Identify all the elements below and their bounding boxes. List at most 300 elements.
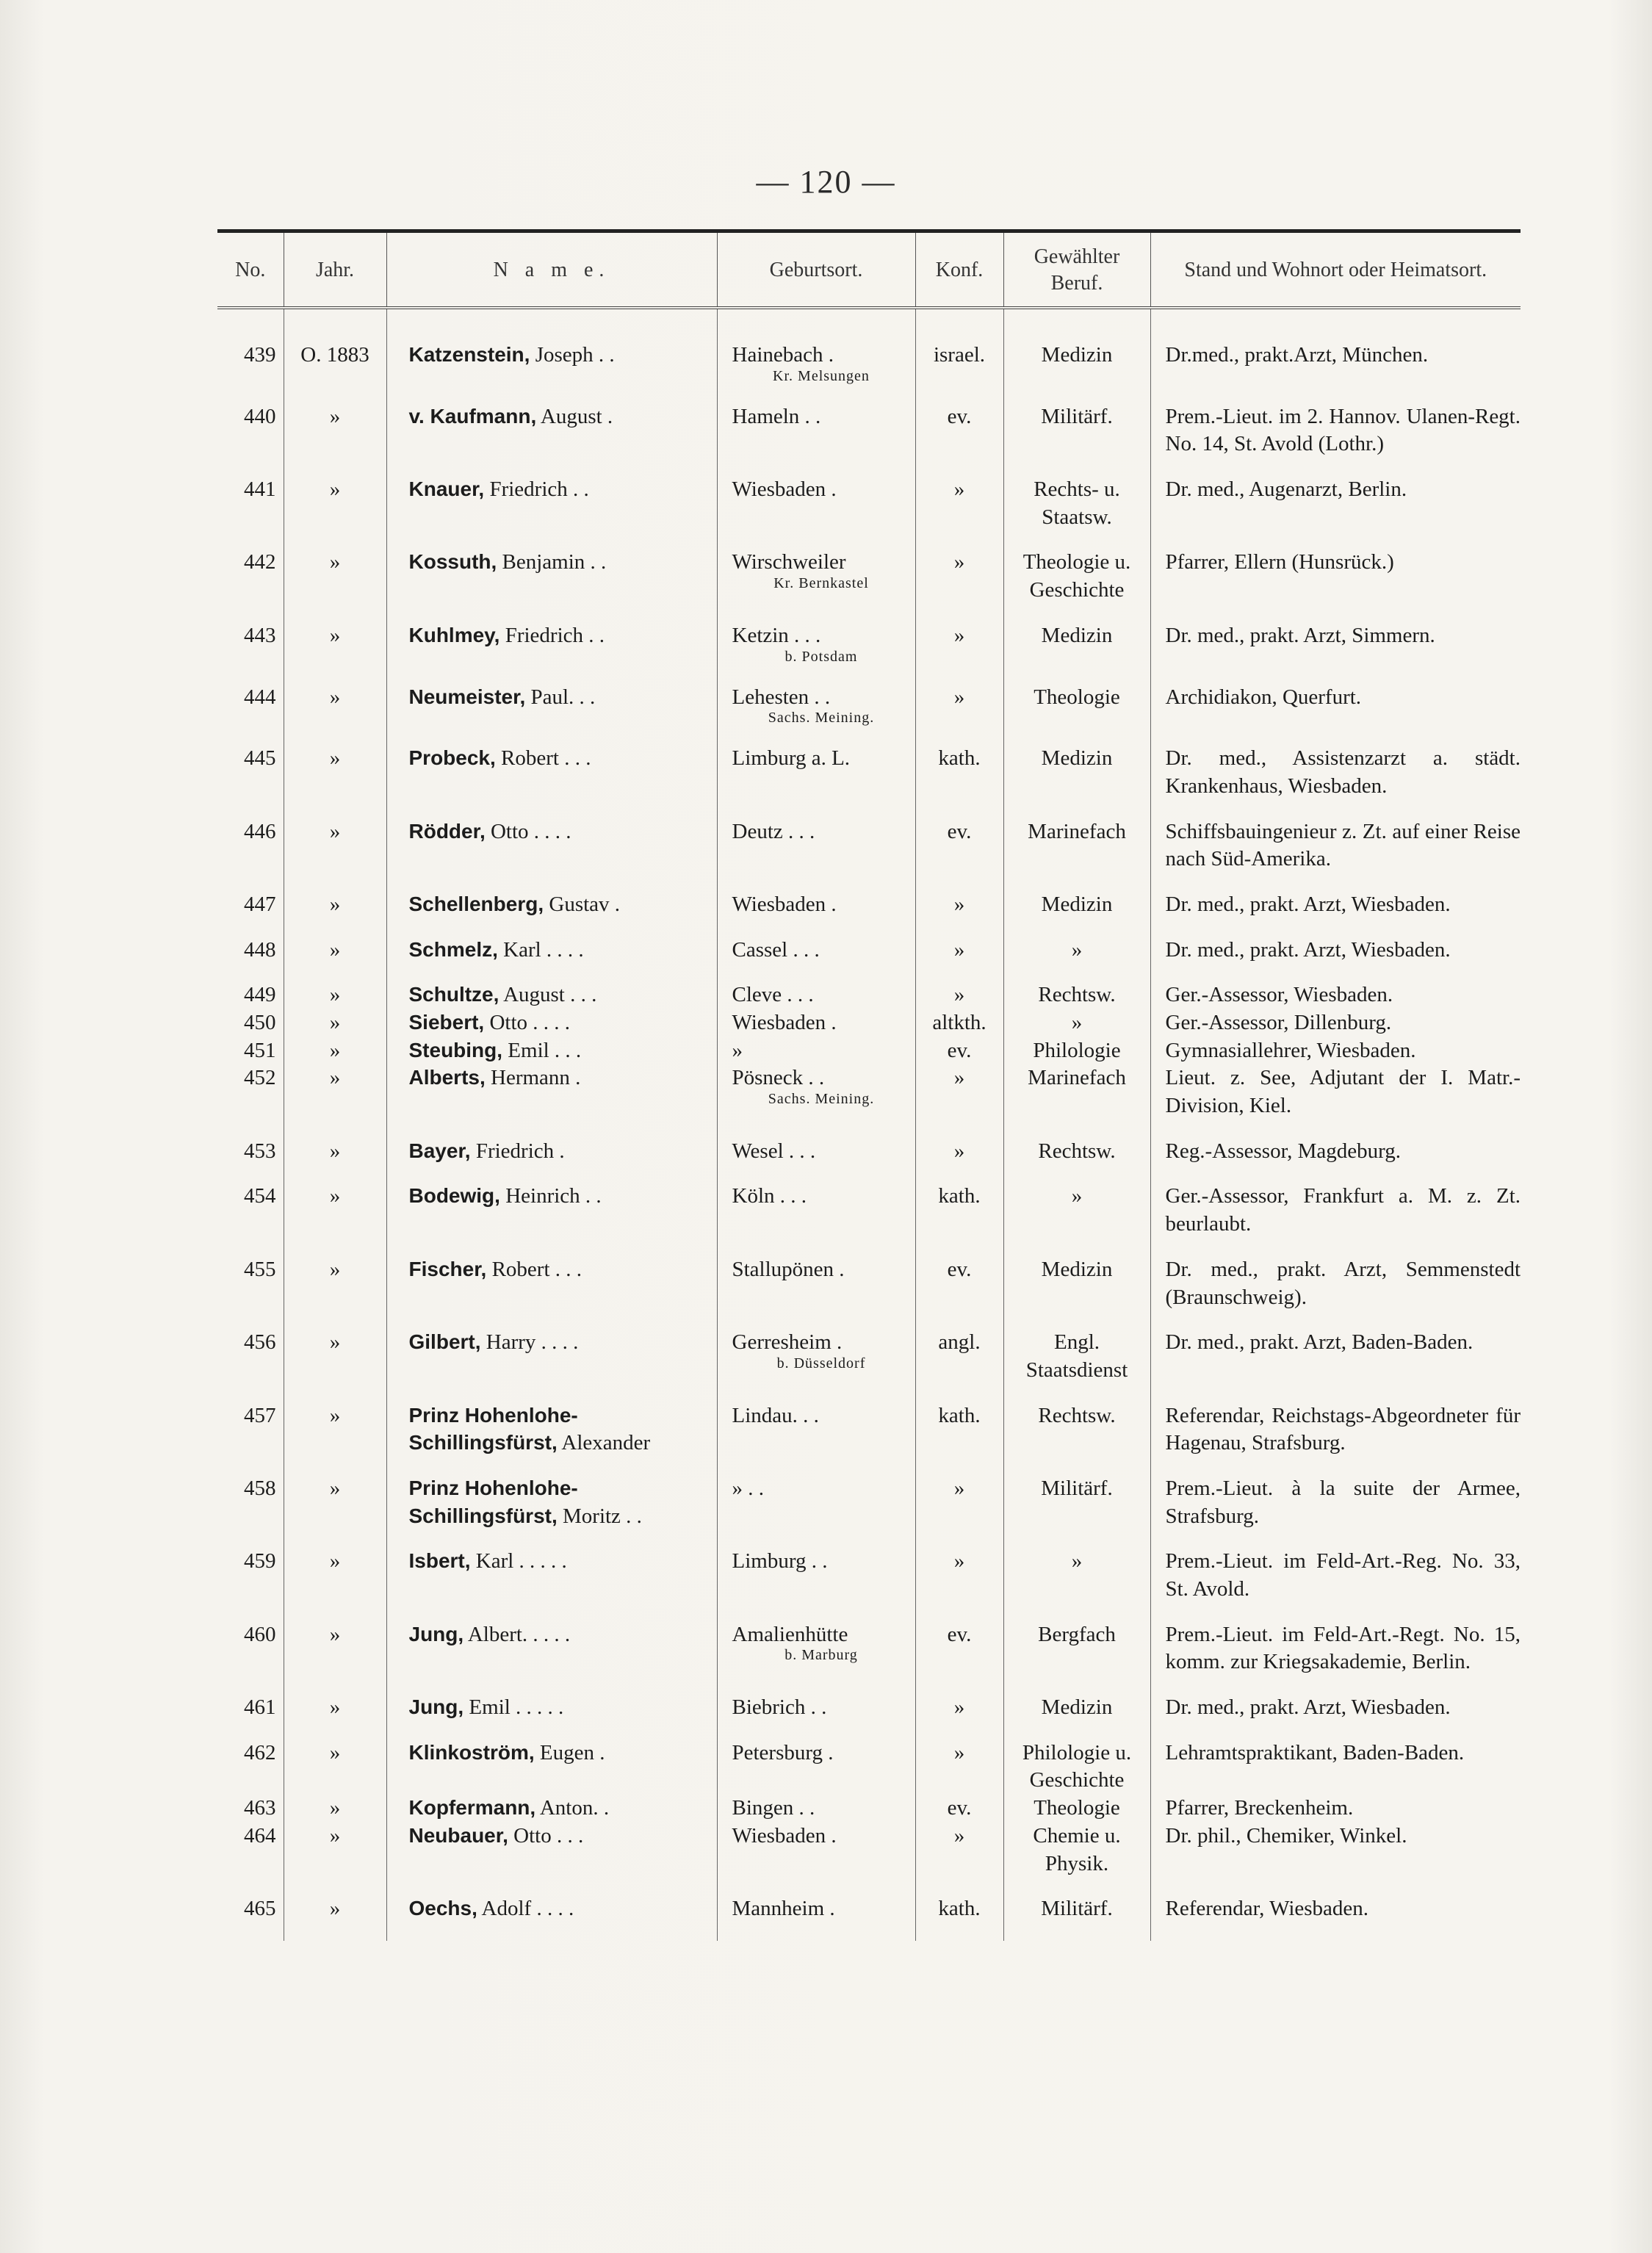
given-name: Hermann . (491, 1066, 581, 1090)
given-name: Eugen . (539, 1740, 605, 1764)
cell-beruf: Marinefach (1003, 1064, 1150, 1137)
cell-no: 439 (244, 343, 276, 367)
cell-konf: » (915, 549, 1003, 621)
cell-beruf: Militärf. (1003, 1895, 1150, 1941)
cell-jahr: » (284, 1895, 386, 1941)
cell-name (386, 684, 717, 746)
cell-konf: » (915, 937, 1003, 982)
birthplace: Petersburg . (732, 1740, 834, 1764)
cell-no: 454 (244, 1184, 276, 1208)
cell-no: 451 (244, 1038, 276, 1062)
cell-geburtsort (717, 1329, 915, 1402)
cell-beruf: Philologie u. Geschichte (1003, 1740, 1150, 1795)
cell-beruf: Philologie (1003, 1037, 1150, 1065)
cell-stand: Ger.-Assessor, Dillenburg. (1150, 1009, 1521, 1037)
table-row (217, 308, 1521, 403)
cell-name (386, 1402, 717, 1475)
cell-name (386, 1009, 717, 1037)
surname: Jung, (408, 1695, 464, 1719)
birthplace: » . . (732, 1476, 764, 1500)
cell-beruf: Rechts- u. Staatsw. (1003, 476, 1150, 549)
cell-stand: Prem.-Lieut. à la suite der Armee, Strafsburg. (1150, 1475, 1521, 1548)
cell-beruf: » (1003, 1009, 1150, 1037)
cell-geburtsort (717, 403, 915, 476)
cell-stand: Lieut. z. See, Adjutant der I. Matr.-Division, Kiel. (1150, 1064, 1521, 1137)
cell-geburtsort (717, 745, 915, 818)
given-name: Otto . . . . (489, 1011, 571, 1034)
cell-jahr: » (284, 1064, 386, 1137)
cell-jahr: » (284, 403, 386, 476)
cell-no: 462 (244, 1740, 276, 1764)
given-name: Heinrich . . (505, 1184, 602, 1208)
cell-jahr: » (284, 818, 386, 891)
birthplace-district: Kr. Bernkastel (773, 575, 869, 592)
birthplace-district: Sachs. Meining. (768, 710, 875, 727)
cell-geburtsort (717, 1475, 915, 1548)
cell-konf: altkth. (915, 1009, 1003, 1037)
header-no: No. (217, 233, 284, 308)
cell-name (386, 1329, 717, 1402)
cell-no: 459 (244, 1549, 276, 1574)
surname: Knauer, (408, 477, 485, 501)
cell-stand: Reg.-Assessor, Magdeburg. (1150, 1138, 1521, 1183)
cell-jahr: » (284, 981, 386, 1009)
cell-beruf: » (1003, 1183, 1150, 1255)
cell-jahr: » (284, 1621, 386, 1694)
cell-konf: ev. (915, 1795, 1003, 1823)
header-row (217, 233, 1521, 308)
surname: Schellenberg, (408, 892, 544, 915)
cell-stand: Dr. med., prakt. Arzt, Wiesbaden. (1150, 891, 1521, 937)
cell-no: 443 (244, 623, 276, 647)
header-name: N a m e. (386, 233, 717, 308)
given-name: Friedrich . . (505, 623, 605, 647)
cell-stand: Schiffsbauingenieur z. Zt. auf einer Reise nach Süd-Amerika. (1150, 818, 1521, 891)
cell-beruf: Medizin (1003, 1694, 1150, 1740)
table-row (217, 937, 1521, 982)
header-geburtsort: Geburtsort. (717, 233, 915, 308)
given-name: Otto . . . (513, 1823, 584, 1848)
cell-name (386, 403, 717, 476)
cell-konf: ev. (915, 403, 1003, 476)
given-name: Albert. . . . . (467, 1622, 571, 1646)
cell-beruf: Militärf. (1003, 403, 1150, 476)
cell-geburtsort (717, 1402, 915, 1475)
cell-stand: Dr. phil., Chemiker, Winkel. (1150, 1823, 1521, 1895)
cell-name (386, 1895, 717, 1941)
cell-konf: » (915, 891, 1003, 937)
cell-name (386, 1740, 717, 1795)
cell-no: 440 (244, 404, 276, 428)
cell-konf: israel. (915, 308, 1003, 403)
cell-geburtsort (717, 1823, 915, 1895)
table-row (217, 1895, 1521, 1941)
cell-stand: Dr. med., prakt. Arzt, Wiesbaden. (1150, 937, 1521, 982)
register-table-wrap (217, 229, 1521, 1941)
given-name: Alexander (561, 1431, 651, 1455)
cell-jahr: » (284, 891, 386, 937)
cell-jahr: » (284, 622, 386, 684)
birthplace-district: b. Potsdam (784, 648, 858, 665)
given-name: Paul. . . (530, 685, 596, 709)
table-row (217, 891, 1521, 937)
surname: Kopfermann, (408, 1796, 536, 1820)
cell-name (386, 745, 717, 818)
cell-jahr: » (284, 745, 386, 818)
cell-name (386, 622, 717, 684)
cell-no: 453 (244, 1139, 276, 1163)
surname: Jung, (408, 1622, 464, 1645)
birthplace: Wiesbaden . (732, 477, 837, 502)
header-konf: Konf. (915, 233, 1003, 308)
given-name: Adolf . . . . (481, 1897, 574, 1921)
given-name: Benjamin . . (502, 550, 607, 574)
cell-konf: kath. (915, 745, 1003, 818)
cell-no: 452 (244, 1066, 276, 1090)
cell-no: 460 (244, 1622, 276, 1646)
cell-geburtsort (717, 1037, 915, 1065)
cell-stand: Dr. med., Augenarzt, Berlin. (1150, 476, 1521, 549)
birthplace: Köln . . . (732, 1184, 807, 1208)
cell-no: 458 (244, 1476, 276, 1500)
birthplace: Hameln . . (732, 404, 821, 428)
surname: Bayer, (408, 1139, 471, 1162)
cell-konf: » (915, 622, 1003, 684)
birthplace: Limburg . . (732, 1549, 828, 1574)
cell-jahr: » (284, 1183, 386, 1255)
given-name: Joseph . . (535, 343, 615, 367)
cell-no: 446 (244, 819, 276, 843)
birthplace: Mannheim . (732, 1897, 835, 1921)
birthplace: Amalienhütte (732, 1622, 848, 1646)
surname: Kuhlmey, (408, 623, 500, 646)
cell-stand: Dr. med., Assistenzarzt a. städt. Krankenhaus, Wiesbaden. (1150, 745, 1521, 818)
table-row (217, 684, 1521, 746)
surname: Fischer, (408, 1257, 487, 1280)
cell-beruf: Theologie (1003, 684, 1150, 746)
cell-geburtsort (717, 308, 915, 403)
cell-beruf: Rechtsw. (1003, 1402, 1150, 1475)
cell-no: 442 (244, 550, 276, 574)
cell-stand: Dr. med., prakt. Arzt, Baden-Baden. (1150, 1329, 1521, 1402)
cell-jahr: » (284, 1402, 386, 1475)
surname: Alberts, (408, 1066, 486, 1089)
cell-stand: Prem.-Lieut. im Feld-Art.-Regt. No. 15, komm. zur Kriegsakademie, Berlin. (1150, 1621, 1521, 1694)
cell-konf: ev. (915, 818, 1003, 891)
cell-name (386, 549, 717, 621)
table-row (217, 1183, 1521, 1255)
birthplace: Wesel . . . (732, 1139, 816, 1163)
surname: Oechs, (408, 1897, 477, 1920)
cell-geburtsort (717, 937, 915, 982)
cell-jahr: » (284, 1329, 386, 1402)
cell-jahr: » (284, 549, 386, 621)
table-row (217, 1475, 1521, 1548)
given-name: Friedrich . . (489, 477, 589, 502)
cell-name (386, 1475, 717, 1548)
cell-konf: ev. (915, 1621, 1003, 1694)
birthplace-district: b. Düsseldorf (776, 1355, 866, 1371)
cell-no: 463 (244, 1796, 276, 1820)
surname: Schultze, (408, 983, 499, 1006)
cell-geburtsort (717, 1138, 915, 1183)
cell-konf: kath. (915, 1402, 1003, 1475)
birthplace: Ketzin . . . (732, 623, 821, 647)
given-name: Gustav . (549, 892, 621, 916)
cell-no: 449 (244, 983, 276, 1007)
table-row (217, 1138, 1521, 1183)
birthplace: Lehesten . . (732, 685, 831, 709)
cell-konf: » (915, 1823, 1003, 1895)
birthplace: Hainebach . (732, 343, 834, 367)
table-row (217, 1548, 1521, 1621)
table-row (217, 476, 1521, 549)
cell-jahr: » (284, 1009, 386, 1037)
surname: Siebert, (408, 1011, 485, 1034)
cell-beruf: Theologie u. Geschichte (1003, 549, 1150, 621)
cell-jahr: » (284, 1823, 386, 1895)
cell-jahr: » (284, 1548, 386, 1621)
surname: Schmelz, (408, 937, 498, 961)
given-name: Moritz . . (563, 1504, 642, 1528)
cell-beruf: Theologie (1003, 1795, 1150, 1823)
cell-beruf: Bergfach (1003, 1621, 1150, 1694)
cell-stand: Dr. med., prakt. Arzt, Semmenstedt (Braunschweig). (1150, 1256, 1521, 1329)
cell-geburtsort (717, 1548, 915, 1621)
cell-beruf: Chemie u. Physik. (1003, 1823, 1150, 1895)
cell-geburtsort (717, 1740, 915, 1795)
cell-name (386, 1183, 717, 1255)
surname: Rödder, (408, 819, 486, 843)
table-row (217, 981, 1521, 1009)
cell-no: 456 (244, 1330, 276, 1355)
cell-jahr: » (284, 937, 386, 982)
table-row (217, 1621, 1521, 1694)
cell-geburtsort (717, 818, 915, 891)
cell-name (386, 476, 717, 549)
birthplace: Cassel . . . (732, 937, 820, 962)
cell-stand: Ger.-Assessor, Wiesbaden. (1150, 981, 1521, 1009)
table-body (217, 308, 1521, 1941)
cell-geburtsort (717, 1064, 915, 1137)
table-row (217, 1402, 1521, 1475)
cell-geburtsort (717, 684, 915, 746)
cell-no: 450 (244, 1011, 276, 1034)
cell-geburtsort (717, 891, 915, 937)
cell-name (386, 1037, 717, 1065)
cell-beruf: Medizin (1003, 622, 1150, 684)
birthplace: Bingen . . (732, 1796, 815, 1820)
surname: Katzenstein, (408, 343, 530, 366)
surname: Isbert, (408, 1549, 471, 1573)
register-table (217, 233, 1521, 1941)
header-beruf: Gewählter Beruf. (1003, 233, 1150, 308)
cell-no: 457 (244, 1403, 276, 1427)
cell-geburtsort (717, 1694, 915, 1740)
cell-name (386, 308, 717, 403)
cell-jahr: » (284, 476, 386, 549)
birthplace-district: b. Marburg (784, 1647, 858, 1664)
cell-name (386, 1138, 717, 1183)
cell-jahr: » (284, 1037, 386, 1065)
cell-beruf: » (1003, 1548, 1150, 1621)
cell-name (386, 1256, 717, 1329)
table-row (217, 1694, 1521, 1740)
birthplace: Stallupönen . (732, 1257, 845, 1281)
cell-stand: Dr.med., prakt.Arzt, München. (1150, 308, 1521, 403)
cell-geburtsort (717, 1183, 915, 1255)
cell-stand: Dr. med., prakt. Arzt, Simmern. (1150, 622, 1521, 684)
birthplace: Pösneck . . (732, 1066, 825, 1090)
birthplace: Biebrich . . (732, 1695, 827, 1720)
cell-stand: Pfarrer, Ellern (Hunsrück.) (1150, 549, 1521, 621)
birthplace: » (732, 1038, 743, 1062)
cell-no: 464 (244, 1823, 276, 1848)
birthplace: Gerresheim . (732, 1330, 843, 1355)
cell-stand: Referendar, Reichstags-Abgeordneter für Hagenau, Strafsburg. (1150, 1402, 1521, 1475)
cell-jahr: » (284, 684, 386, 746)
cell-beruf: Medizin (1003, 745, 1150, 818)
table-row (217, 1037, 1521, 1065)
cell-no: 441 (244, 477, 276, 502)
given-name: Otto . . . . (490, 819, 571, 843)
given-name: Emil . . . . . (469, 1695, 564, 1720)
cell-stand: Referendar, Wiesbaden. (1150, 1895, 1521, 1941)
cell-beruf: Medizin (1003, 891, 1150, 937)
surname: Probeck, (408, 746, 496, 770)
header-jahr: Jahr. (284, 233, 386, 308)
cell-beruf: Marinefach (1003, 818, 1150, 891)
cell-konf: » (915, 1064, 1003, 1137)
cell-geburtsort (717, 1256, 915, 1329)
cell-geburtsort (717, 981, 915, 1009)
table-row (217, 403, 1521, 476)
cell-name (386, 1694, 717, 1740)
table-row (217, 1795, 1521, 1823)
given-name: Emil . . . (508, 1038, 582, 1062)
cell-konf: » (915, 684, 1003, 746)
cell-konf: ev. (915, 1037, 1003, 1065)
surname: Neubauer, (408, 1823, 508, 1847)
birthplace: Lindau. . . (732, 1403, 819, 1427)
cell-name (386, 981, 717, 1009)
table-row (217, 745, 1521, 818)
cell-beruf: Militärf. (1003, 1475, 1150, 1548)
cell-konf: » (915, 981, 1003, 1009)
cell-konf: angl. (915, 1329, 1003, 1402)
cell-konf: ev. (915, 1256, 1003, 1329)
cell-stand: Prem.-Lieut. im 2. Hannov. Ulanen-Regt. No. 14, St. Avold (Lothr.) (1150, 403, 1521, 476)
cell-geburtsort (717, 622, 915, 684)
birthplace: Wiesbaden . (732, 1011, 837, 1034)
cell-jahr: » (284, 1740, 386, 1795)
cell-beruf: Medizin (1003, 308, 1150, 403)
cell-name (386, 1823, 717, 1895)
cell-name (386, 1795, 717, 1823)
cell-no: 461 (244, 1695, 276, 1720)
header-stand: Stand und Wohnort oder Heimatsort. (1150, 233, 1521, 308)
surname: v. Kaufmann, (408, 404, 537, 428)
surname: Klinkoström, (408, 1740, 535, 1764)
cell-name (386, 1548, 717, 1621)
cell-no: 448 (244, 937, 276, 962)
given-name: Anton. . (539, 1796, 610, 1820)
table-row (217, 818, 1521, 891)
cell-jahr: » (284, 1795, 386, 1823)
cell-geburtsort (717, 1009, 915, 1037)
cell-stand: Ger.-Assessor, Frankfurt a. M. z. Zt. beurlaubt. (1150, 1183, 1521, 1255)
birthplace: Limburg a. L. (732, 746, 851, 771)
birthplace-district: Kr. Melsungen (773, 367, 870, 384)
surname: Prinz Hohenlohe-Schillingsfürst, (408, 1476, 578, 1527)
given-name: Karl . . . . . (475, 1549, 567, 1574)
cell-beruf: Medizin (1003, 1256, 1150, 1329)
cell-konf: » (915, 1694, 1003, 1740)
cell-konf: » (915, 1548, 1003, 1621)
cell-stand: Prem.-Lieut. im Feld-Art.-Reg. No. 33, St. Avold. (1150, 1548, 1521, 1621)
given-name: August . (540, 404, 613, 428)
birthplace: Wiesbaden . (732, 892, 837, 916)
cell-konf: » (915, 476, 1003, 549)
table-row (217, 1740, 1521, 1795)
cell-geburtsort (717, 1895, 915, 1941)
cell-stand: Gymnasiallehrer, Wiesbaden. (1150, 1037, 1521, 1065)
table-row (217, 622, 1521, 684)
cell-stand: Pfarrer, Breckenheim. (1150, 1795, 1521, 1823)
cell-konf: kath. (915, 1183, 1003, 1255)
given-name: August . . . (503, 983, 597, 1007)
cell-beruf: Engl. Staatsdienst (1003, 1329, 1150, 1402)
surname: Kossuth, (408, 550, 497, 574)
surname: Gilbert, (408, 1330, 481, 1354)
cell-beruf: » (1003, 937, 1150, 982)
cell-name (386, 1064, 717, 1137)
cell-no: 445 (244, 746, 276, 771)
table-row (217, 1256, 1521, 1329)
surname: Neumeister, (408, 685, 526, 708)
cell-name (386, 891, 717, 937)
cell-stand: Lehramtspraktikant, Baden-Baden. (1150, 1740, 1521, 1795)
surname: Bodewig, (408, 1184, 500, 1208)
cell-stand: Dr. med., prakt. Arzt, Wiesbaden. (1150, 1694, 1521, 1740)
cell-jahr: » (284, 1694, 386, 1740)
given-name: Karl . . . . (503, 937, 584, 962)
cell-geburtsort (717, 476, 915, 549)
given-name: Robert . . . (491, 1257, 582, 1281)
page-number: — 120 — (756, 164, 896, 200)
cell-konf: » (915, 1475, 1003, 1548)
given-name: Harry . . . . (486, 1330, 579, 1355)
table-row (217, 1009, 1521, 1037)
cell-konf: » (915, 1138, 1003, 1183)
surname: Prinz Hohenlohe-Schillingsfürst, (408, 1403, 578, 1454)
cell-jahr: » (284, 1138, 386, 1183)
cell-beruf: Rechtsw. (1003, 981, 1150, 1009)
cell-name (386, 937, 717, 982)
cell-stand: Archidiakon, Querfurt. (1150, 684, 1521, 746)
cell-geburtsort (717, 549, 915, 621)
cell-geburtsort (717, 1795, 915, 1823)
cell-konf: kath. (915, 1895, 1003, 1941)
cell-geburtsort (717, 1621, 915, 1694)
table-row (217, 1064, 1521, 1137)
cell-no: 455 (244, 1257, 276, 1281)
given-name: Friedrich . (475, 1139, 565, 1163)
table-row (217, 1329, 1521, 1402)
birthplace: Wiesbaden . (732, 1823, 837, 1848)
birthplace-district: Sachs. Meining. (768, 1091, 875, 1108)
birthplace: Cleve . . . (732, 983, 814, 1007)
